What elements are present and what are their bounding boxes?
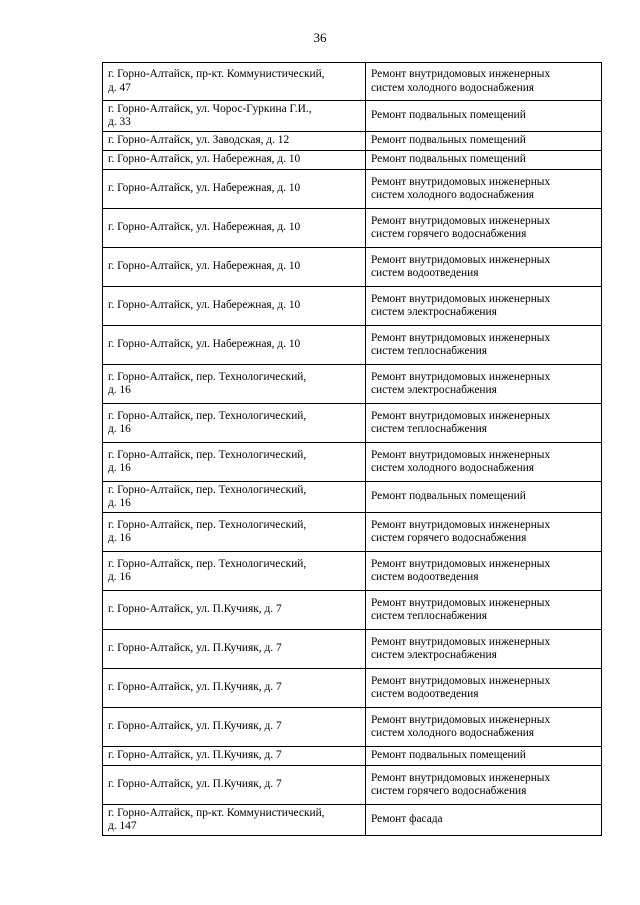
- work-type-cell: Ремонт внутридомовых инженерных систем горячего водоснабжения: [366, 513, 602, 552]
- address-cell: г. Горно-Алтайск, пр-кт. Коммунистический, д. 147: [103, 805, 366, 836]
- table-row: [103, 630, 602, 669]
- work-type-cell: Ремонт внутридомовых инженерных систем водоотведения: [366, 552, 602, 591]
- address-cell: г. Горно-Алтайск, пр-кт. Коммунистический, д. 47: [103, 63, 366, 101]
- table-row: [103, 669, 602, 708]
- page-number: 36: [313, 30, 327, 45]
- address-cell: г. Горно-Алтайск, ул. Набережная, д. 10: [103, 151, 366, 170]
- table-row: [103, 287, 602, 326]
- address-cell: г. Горно-Алтайск, пер. Технологический, д. 16: [103, 482, 366, 513]
- address-cell: г. Горно-Алтайск, пер. Технологический, д. 16: [103, 443, 366, 482]
- table-row: [103, 591, 602, 630]
- address-cell: г. Горно-Алтайск, пер. Технологический, д. 16: [103, 365, 366, 404]
- address-cell: г. Горно-Алтайск, пер. Технологический, д. 16: [103, 513, 366, 552]
- address-cell: г. Горно-Алтайск, ул. Набережная, д. 10: [103, 170, 366, 209]
- table-row: [103, 101, 602, 132]
- work-type-cell: Ремонт внутридомовых инженерных систем холодного водоснабжения: [366, 170, 602, 209]
- work-type-cell: Ремонт внутридомовых инженерных систем холодного водоснабжения: [366, 443, 602, 482]
- address-cell: г. Горно-Алтайск, ул. П.Кучияк, д. 7: [103, 747, 366, 766]
- address-cell: г. Горно-Алтайск, ул. Набережная, д. 10: [103, 326, 366, 365]
- work-type-cell: Ремонт внутридомовых инженерных систем холодного водоснабжения: [366, 63, 602, 101]
- table-row: [103, 170, 602, 209]
- address-cell: г. Горно-Алтайск, ул. Набережная, д. 10: [103, 287, 366, 326]
- address-cell: г. Горно-Алтайск, ул. Набережная, д. 10: [103, 248, 366, 287]
- table-row: [103, 482, 602, 513]
- table-row: [103, 404, 602, 443]
- repair-works-table: [102, 62, 602, 836]
- table-row: [103, 151, 602, 170]
- work-type-cell: Ремонт внутридомовых инженерных систем водоотведения: [366, 248, 602, 287]
- work-type-cell: Ремонт внутридомовых инженерных систем теплоснабжения: [366, 326, 602, 365]
- work-type-cell: Ремонт внутридомовых инженерных систем электроснабжения: [366, 287, 602, 326]
- work-type-cell: Ремонт подвальных помещений: [366, 482, 602, 513]
- table-row: [103, 63, 602, 101]
- address-cell: г. Горно-Алтайск, ул. Набережная, д. 10: [103, 209, 366, 248]
- work-type-cell: Ремонт внутридомовых инженерных систем водоотведения: [366, 669, 602, 708]
- address-cell: г. Горно-Алтайск, ул. П.Кучияк, д. 7: [103, 766, 366, 805]
- table-row: [103, 248, 602, 287]
- work-type-cell: Ремонт подвальных помещений: [366, 151, 602, 170]
- address-cell: г. Горно-Алтайск, ул. П.Кучияк, д. 7: [103, 669, 366, 708]
- work-type-cell: Ремонт внутридомовых инженерных систем горячего водоснабжения: [366, 209, 602, 248]
- table-row: [103, 132, 602, 151]
- work-type-cell: Ремонт внутридомовых инженерных систем теплоснабжения: [366, 404, 602, 443]
- address-cell: г. Горно-Алтайск, пер. Технологический, д. 16: [103, 404, 366, 443]
- table-row: [103, 326, 602, 365]
- table-row: [103, 513, 602, 552]
- work-type-cell: Ремонт внутридомовых инженерных систем электроснабжения: [366, 630, 602, 669]
- work-type-cell: Ремонт внутридомовых инженерных систем теплоснабжения: [366, 591, 602, 630]
- address-cell: г. Горно-Алтайск, пер. Технологический, д. 16: [103, 552, 366, 591]
- table-row: [103, 766, 602, 805]
- address-cell: г. Горно-Алтайск, ул. П.Кучияк, д. 7: [103, 630, 366, 669]
- address-cell: г. Горно-Алтайск, ул. П.Кучияк, д. 7: [103, 708, 366, 747]
- address-cell: г. Горно-Алтайск, ул. Чорос-Гуркина Г.И., д. 33: [103, 101, 366, 132]
- work-type-cell: Ремонт фасада: [366, 805, 602, 836]
- table-row: [103, 747, 602, 766]
- address-cell: г. Горно-Алтайск, ул. Заводская, д. 12: [103, 132, 366, 151]
- work-type-cell: Ремонт внутридомовых инженерных систем холодного водоснабжения: [366, 708, 602, 747]
- table-row: [103, 708, 602, 747]
- address-cell: г. Горно-Алтайск, ул. П.Кучияк, д. 7: [103, 591, 366, 630]
- table-row: [103, 365, 602, 404]
- table-row: [103, 443, 602, 482]
- table-row: [103, 209, 602, 248]
- work-type-cell: Ремонт подвальных помещений: [366, 132, 602, 151]
- work-type-cell: Ремонт внутридомовых инженерных систем горячего водоснабжения: [366, 766, 602, 805]
- table-row: [103, 805, 602, 836]
- work-type-cell: Ремонт подвальных помещений: [366, 101, 602, 132]
- work-type-cell: Ремонт подвальных помещений: [366, 747, 602, 766]
- table-body: [103, 63, 602, 836]
- table-row: [103, 552, 602, 591]
- work-type-cell: Ремонт внутридомовых инженерных систем электроснабжения: [366, 365, 602, 404]
